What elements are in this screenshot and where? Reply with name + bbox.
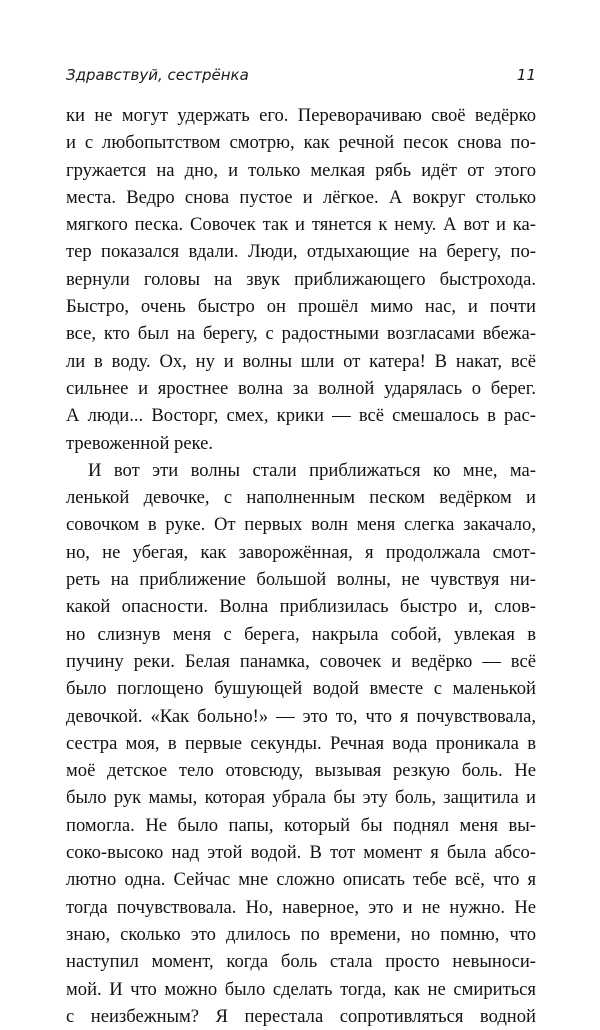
text-line: помогла. Не было папы, который бы поднял меня вы- — [66, 814, 536, 836]
body-text — [66, 102, 536, 1030]
text-line: все, кто был на берегу, с радостными возгласами вбежа- — [66, 323, 536, 345]
text-line: И вот эти волны стали приближаться ко мне, ма- — [88, 459, 536, 481]
text-line: ленькой девочке, с наполненным песком ведёрком и — [66, 487, 536, 509]
text-line: пучину реки. Белая панамка, совочек и ведёрко — всё — [66, 650, 536, 672]
text-line: реть на приближение большой волны, не чувствуя ни- — [66, 569, 536, 591]
text-line: было поглощено бушующей водой вместе с маленькой — [66, 678, 536, 700]
paragraph-2 — [66, 457, 536, 1030]
text-line: тревоженной реке. — [66, 432, 214, 454]
running-title: Здравствуй, сестрёнка — [66, 66, 249, 84]
text-line: ли в воду. Ох, ну и волны шли от катера! В накат, всё — [66, 350, 536, 372]
text-line: лютно одна. Сейчас мне сложно описать тебе всё, что я — [66, 869, 536, 891]
text-line: сестра моя, в первые секунды. Речная вода проникала в — [66, 732, 536, 754]
text-line: тер показался вдали. Люди, отдыхающие на берегу, по- — [66, 241, 536, 263]
text-line: тогда почувствовала. Но, наверное, это и не нужно. Не — [66, 896, 536, 918]
running-header — [66, 66, 536, 88]
text-line: сильнее и яростнее волна за волной ударялась о берег. — [66, 377, 536, 399]
text-line: мягкого песка. Совочек так и тянется к нему. А вот и ка- — [66, 214, 536, 236]
text-line: места. Ведро снова пустое и лёгкое. А вокруг столько — [66, 186, 536, 208]
text-line: но слизнув меня с берега, накрыла собой, увлекая в — [66, 623, 536, 645]
text-line: мой. И что можно было сделать тогда, как не смириться — [66, 978, 536, 1000]
text-line: ки не могут удержать его. Переворачиваю своё ведёрко — [66, 105, 536, 126]
page-number: 11 — [516, 66, 536, 84]
paragraph-1 — [66, 102, 536, 457]
text-line: А люди... Восторг, смех, крики — всё смешалось в рас- — [66, 405, 536, 427]
text-line: наступил момент, когда боль стала просто невыноси- — [66, 951, 536, 973]
text-line: знаю, сколько это длилось по времени, но помню, что — [66, 923, 536, 945]
text-line: Быстро, очень быстро он прошёл мимо нас, и почти — [66, 296, 536, 318]
text-line: девочкой. «Как больно!» — это то, что я почувствовала, — [66, 705, 536, 727]
text-line: было рук мамы, которая убрала бы эту боль, защитила и — [66, 787, 536, 809]
text-line: с неизбежным? Я перестала сопротивляться водной — [66, 1005, 536, 1027]
text-line: какой опасности. Волна приблизилась быстро и, слов- — [66, 596, 536, 618]
text-line: гружается на дно, и только мелкая рябь идёт от этого — [66, 159, 536, 181]
text-line: совочком в руке. От первых волн меня слегка закачало, — [66, 514, 536, 536]
text-line: но, не убегая, как заворожённая, я продолжала смот- — [66, 541, 536, 563]
text-line: вернули головы на звук приближающего быстрохода. — [66, 268, 536, 290]
text-line: и с любопытством смотрю, как речной песок снова по- — [66, 132, 536, 154]
text-line: соко-высоко над этой водой. В тот момент я была абсо- — [66, 842, 536, 864]
text-line: моё детское тело отовсюду, вызывая резкую боль. Не — [66, 760, 536, 782]
